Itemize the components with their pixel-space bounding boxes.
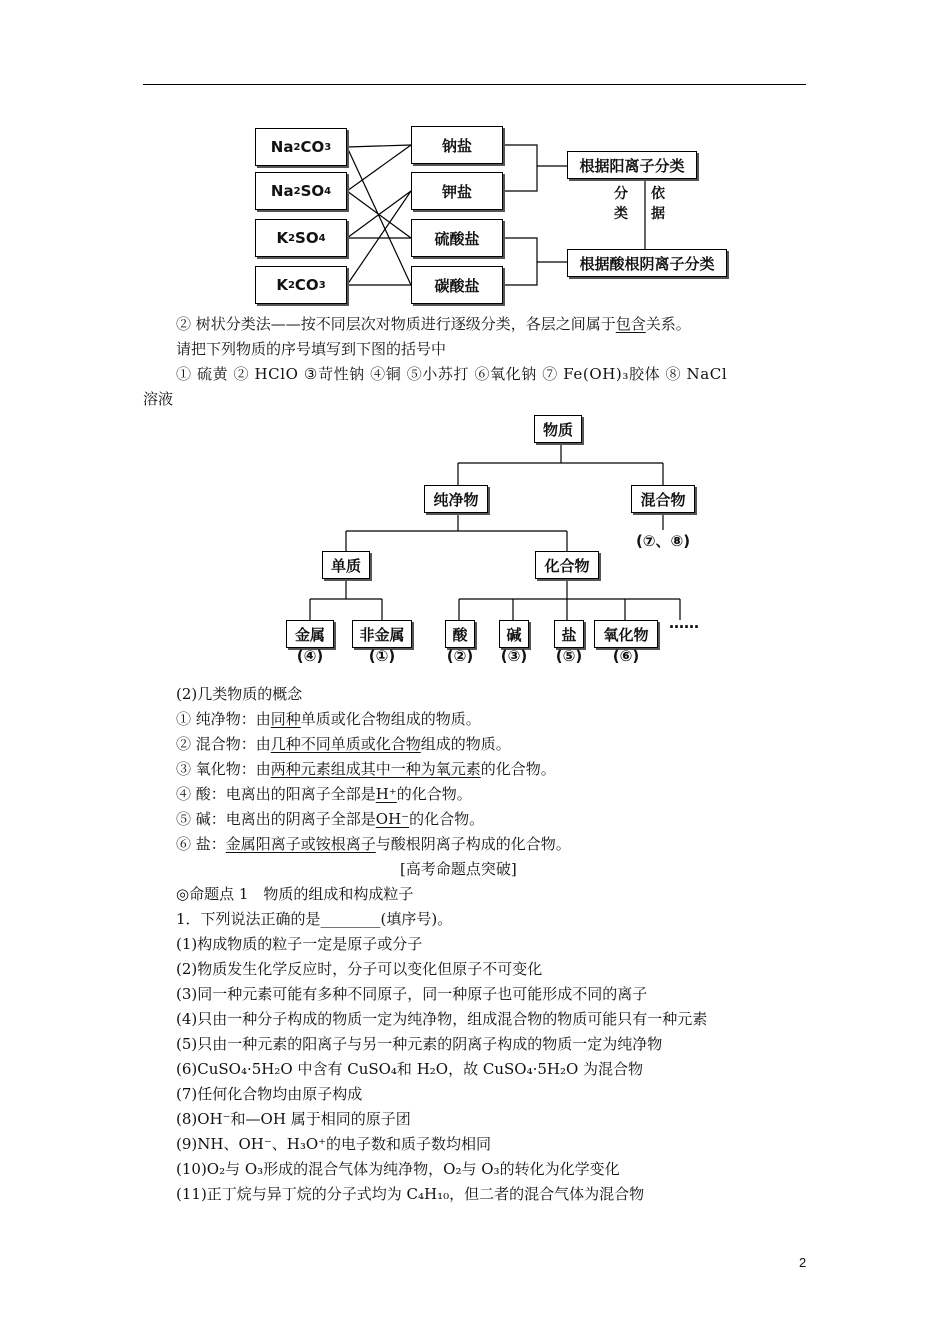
nonmetal-answer: (①) — [368, 647, 396, 665]
node-salt: 盐 — [554, 620, 584, 648]
basis-anion-box: 根据酸根阴离子分类 — [567, 249, 727, 277]
list-item: (8)OH⁻和—OH 属于相同的原子团 — [176, 1110, 411, 1128]
class-box-sulfate: 硫酸盐 — [411, 219, 503, 257]
side-label-classification: 分 类 — [614, 186, 628, 222]
list-item: (10)O₂与 O₃形成的混合气体为纯净物，O₂与 O₃的转化为化学变化 — [176, 1160, 620, 1178]
list-item: (11)正丁烷与异丁烷的分子式均为 C₄H₁₀，但二者的混合气体为混合物 — [176, 1185, 645, 1203]
base-answer: (③) — [500, 647, 528, 665]
concept-base: ⑤ 碱：电离出的阴离子全部是OH⁻的化合物。 — [176, 810, 485, 828]
substance-list-line: ① 硫黄 ② HClO ③苛性钠 ④铜 ⑤小苏打 ⑥氧化钠 ⑦ Fe(OH)₃胶体 ⑧ NaCl — [176, 365, 728, 383]
node-oxide: 氧化物 — [594, 620, 658, 648]
list-item: (4)只由一种分子构成的物质一定为纯净物，组成混合物的物质可能只有一种元素 — [176, 1010, 708, 1028]
basis-cation-box: 根据阳离子分类 — [567, 151, 697, 179]
list-item: (1)构成物质的粒子一定是原子或分子 — [176, 935, 423, 953]
more-ellipsis: …… — [669, 614, 699, 632]
metal-answer: (④) — [296, 647, 324, 665]
list-item: (3)同一种元素可能有多种不同原子，同一种原子也可能形成不同的离子 — [176, 985, 648, 1003]
instruction-line: 请把下列物质的序号填写到下图的括号中 — [176, 340, 447, 358]
node-pure: 纯净物 — [424, 485, 488, 513]
concept-mixture: ② 混合物：由几种不同单质或化合物组成的物质。 — [176, 735, 511, 753]
concept-pure: ① 纯净物：由同种单质或化合物组成的物质。 — [176, 710, 481, 728]
substance-list-continued: 溶液 — [143, 390, 174, 408]
proposition-point: ◎命题点 1 物质的组成和构成粒子 — [176, 885, 414, 903]
concept-salt: ⑥ 盐：金属阳离子或铵根离子与酸根阴离子构成的化合物。 — [176, 835, 571, 853]
list-item: (9)NH、OH⁻、H₃O⁺的电子数和质子数均相同 — [176, 1135, 492, 1153]
list-item: (6)CuSO₄·5H₂O 中含有 CuSO₄和 H₂O，故 CuSO₄·5H₂O 为混合物 — [176, 1060, 644, 1078]
node-element: 单质 — [322, 551, 370, 579]
node-nonmetal: 非金属 — [352, 620, 412, 648]
salt-answer: (⑤) — [555, 647, 583, 665]
acid-answer: (②) — [446, 647, 474, 665]
concepts-heading: (2)几类物质的概念 — [176, 685, 303, 703]
list-item: (2)物质发生化学反应时，分子可以变化但原子不可变化 — [176, 960, 543, 978]
node-acid: 酸 — [445, 620, 475, 648]
mixture-answer: (⑦、⑧) — [635, 532, 691, 550]
class-box-potassium: 钾盐 — [411, 172, 503, 210]
salt-box-k2so4: K 2 SO 4 — [255, 219, 347, 257]
salt-box-na2co3: Na 2 CO 3 — [255, 128, 347, 166]
node-compound: 化合物 — [535, 551, 599, 579]
list-item: (7)任何化合物均由原子构成 — [176, 1085, 363, 1103]
question-stem: 1．下列说法正确的是________(填序号)。 — [176, 910, 453, 928]
concept-acid: ④ 酸：电离出的阳离子全部是H⁺的化合物。 — [176, 785, 472, 803]
class-box-carbonate: 碳酸盐 — [411, 266, 503, 304]
page-number: 2 — [799, 1255, 807, 1270]
node-substance: 物质 — [534, 415, 582, 443]
list-item: (5)只由一种元素的阳离子与另一种元素的阴离子构成的物质一定为纯净物 — [176, 1035, 663, 1053]
salt-box-na2so4: Na 2 SO 4 — [255, 172, 347, 210]
oxide-answer: (⑥) — [612, 647, 640, 665]
salt-box-k2co3: K 2 CO 3 — [255, 266, 347, 304]
node-base: 碱 — [499, 620, 529, 648]
side-label-basis: 依 据 — [651, 186, 665, 222]
node-mixture: 混合物 — [631, 485, 695, 513]
section-title: [高考命题点突破] — [400, 860, 517, 878]
tree-method-line: ② 树状分类法——按不同层次对物质进行逐级分类，各层之间属于包含关系。 — [176, 315, 691, 333]
node-metal: 金属 — [286, 620, 334, 648]
concept-oxide: ③ 氧化物：由两种元素组成其中一种为氧元素的化合物。 — [176, 760, 556, 778]
class-box-sodium: 钠盐 — [411, 126, 503, 164]
